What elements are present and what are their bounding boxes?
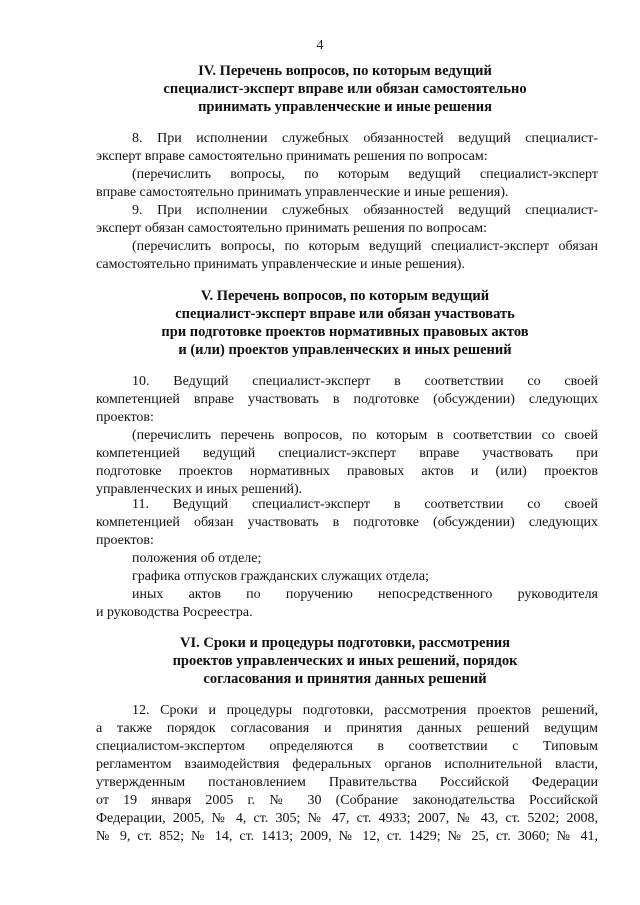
paragraph-12 (96, 702, 598, 846)
page-number: 4 (316, 38, 324, 53)
heading-line: при подготовке проектов нормативных правовых актов (161, 324, 529, 340)
text-line: проектов: (96, 533, 154, 548)
text-line: вправе самостоятельно принимать управленческие и иные решения). (96, 185, 509, 200)
paragraph-10 (96, 373, 598, 499)
heading-line: V. Перечень вопросов, по которым ведущий (200, 288, 490, 304)
heading-line: и (или) проектов управленческих и иных решений (178, 342, 512, 358)
text-line: утвержденным постановлением Правительства Российской Федерации (96, 775, 598, 790)
section-6-heading (80, 634, 610, 688)
heading-line: VI. Сроки и процедуры подготовки, рассмотрения (179, 635, 511, 651)
text-line: Федерации, 2005, № 4, ст. 305; № 47, ст. 4933; 2007, № 43, ст. 5202; 2008, (96, 811, 598, 826)
paragraph-9 (96, 202, 598, 274)
text-line: компетенцией ведущий специалист-эксперт вправе участвовать при (96, 446, 598, 461)
list-item: положения об отделе; (132, 551, 262, 566)
section-4-heading (80, 62, 610, 116)
text-line: эксперт обязан самостоятельно принимать решения по вопросам: (96, 221, 488, 236)
text-line: от 19 января 2005 г. № 30 (Собрание законодательства Российской (96, 793, 598, 808)
text-line: 11. Ведущий специалист-эксперт в соответствии со своей (132, 497, 598, 512)
text-line: а также порядок согласования и принятия данных решений ведущим (96, 721, 598, 736)
paragraph-8 (96, 130, 598, 202)
text-line: подготовке проектов нормативных правовых актов и (или) проектов (96, 464, 598, 479)
heading-line: IV. Перечень вопросов, по которым ведущий (198, 63, 492, 79)
heading-line: специалист-эксперт вправе или обязан участвовать (175, 306, 515, 322)
text-line: самостоятельно принимать управленческие и иные решения). (96, 257, 465, 272)
heading-line: проектов управленческих и иных решений, порядок (172, 653, 518, 669)
list-item: иных актов по поручению непосредственного руководителя (132, 587, 598, 602)
text-line: (перечислить вопросы, по которым ведущий специалист-эксперт (132, 167, 598, 182)
text-line: и руководства Росреестра. (96, 605, 253, 620)
text-line: 10. Ведущий специалист-эксперт в соответствии со своей (132, 374, 598, 389)
text-line: регламентом взаимодействия федеральных органов исполнительной власти, (96, 757, 598, 772)
text-line: № 9, ст. 852; № 14, ст. 1413; 2009, № 12, ст. 1429; № 25, ст. 3060; № 41, (96, 829, 598, 844)
text-line: компетенцией вправе участвовать в подготовке (обсуждении) следующих (96, 392, 598, 407)
paragraph-11 (96, 496, 598, 622)
section-5-heading (80, 287, 610, 359)
text-line: (перечислить вопросы, по которым ведущий специалист-эксперт обязан (132, 239, 598, 254)
text-line: специалистом-экспертом определяются в соответствии с Типовым (96, 739, 598, 754)
text-line: 8. При исполнении служебных обязанностей ведущий специалист- (132, 131, 598, 146)
heading-line: согласования и принятия данных решений (203, 671, 487, 687)
list-item: графика отпусков гражданских служащих отдела; (132, 569, 429, 584)
text-line: 9. При исполнении служебных обязанностей ведущий специалист- (132, 203, 598, 218)
text-line: управленческих и иных решений). (96, 482, 303, 497)
heading-line: специалист-эксперт вправе или обязан самостоятельно (163, 81, 527, 97)
text-line: 12. Сроки и процедуры подготовки, рассмотрения проектов решений, (132, 703, 598, 718)
text-line: проектов: (96, 410, 154, 425)
heading-line: принимать управленческие и иные решения (198, 99, 492, 115)
text-line: эксперт вправе самостоятельно принимать решения по вопросам: (96, 149, 488, 164)
text-line: (перечислить перечень вопросов, по которым в соответствии со своей (132, 428, 598, 443)
text-line: компетенцией обязан участвовать в подготовке (обсуждении) следующих (96, 515, 598, 530)
